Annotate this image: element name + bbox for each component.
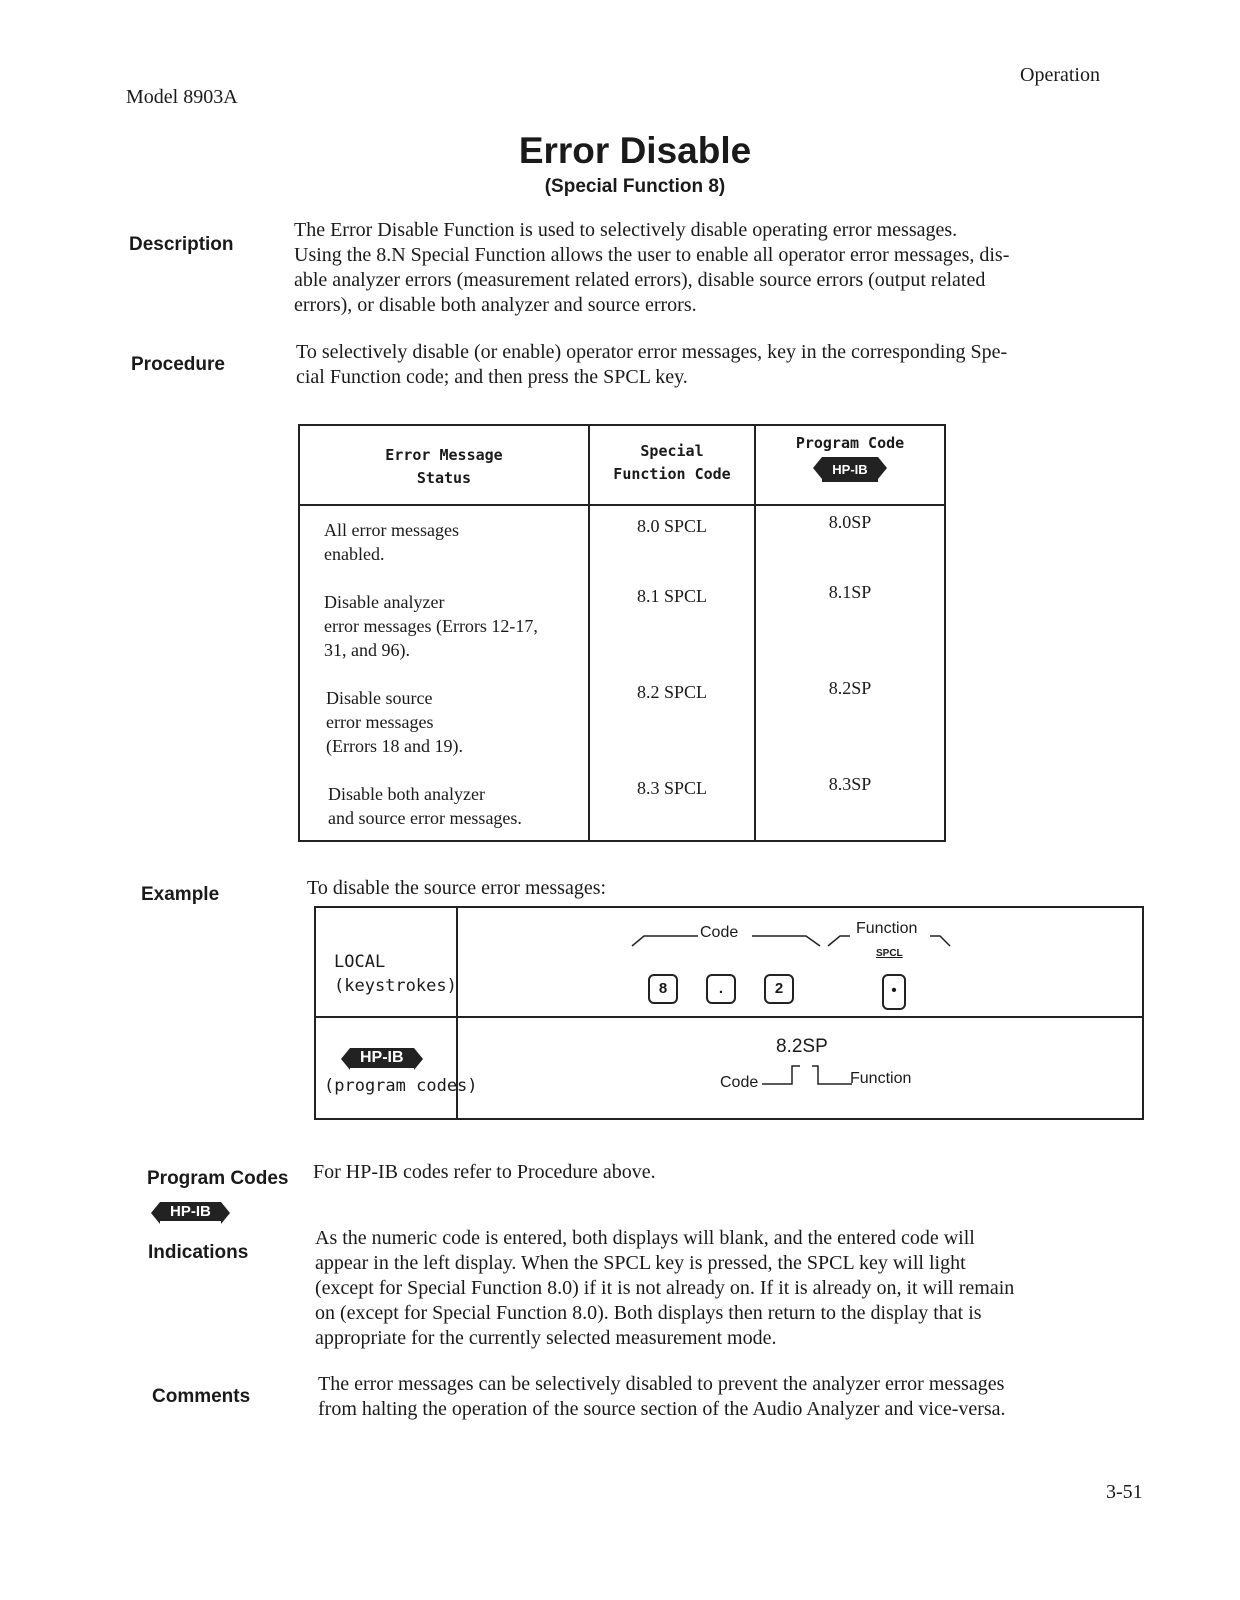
key-2-button: 2 bbox=[764, 974, 794, 1004]
program-codes-section-label: Program Codes bbox=[147, 1168, 289, 1189]
description-label: Description bbox=[129, 234, 234, 255]
header-error-message-status: Error Message Status bbox=[385, 446, 503, 487]
table-header-divider bbox=[300, 504, 944, 506]
description-text bbox=[294, 218, 1134, 318]
hp-ib-logo: HP-IB bbox=[160, 1202, 221, 1221]
function-label: Function bbox=[856, 920, 918, 937]
text-line: Using the 8.N Special Function allows the user to enable all operator error messages, dis- bbox=[294, 244, 1010, 266]
key-decimal-button: . bbox=[706, 974, 736, 1004]
indications-text bbox=[315, 1226, 1155, 1351]
key-8-button: 8 bbox=[648, 974, 678, 1004]
text-line: The error messages can be selectively disabled to prevent the analyzer error messages bbox=[318, 1373, 1005, 1395]
program-code-example: 8.2SP bbox=[776, 1036, 828, 1057]
table-row-program: 8.1SP bbox=[828, 582, 872, 602]
section-label: Operation bbox=[1020, 64, 1100, 86]
text-line: appropriate for the currently selected measurement mode. bbox=[315, 1327, 777, 1349]
page-subtitle: (Special Function 8) bbox=[544, 176, 726, 197]
page-number: 3-51 bbox=[1106, 1481, 1143, 1503]
hp-ib-logo: HP-IB bbox=[822, 457, 877, 482]
example-row-divider bbox=[316, 1016, 1142, 1018]
code-label: Code bbox=[700, 924, 739, 941]
text-line: As the numeric code is entered, both displays will blank, and the entered code will bbox=[315, 1227, 975, 1249]
header-special-function-code: Special Function Code bbox=[613, 442, 731, 483]
table-row-status: Disable source error messages (Errors 18 and 19). bbox=[326, 688, 463, 756]
procedure-label: Procedure bbox=[131, 354, 225, 375]
text-line: cial Function code; and then press the SPCL key. bbox=[296, 366, 688, 388]
table-row-program: 8.2SP bbox=[828, 678, 872, 698]
table-row-status: Disable analyzer error messages (Errors 12-17, 31, and 96). bbox=[324, 592, 538, 660]
text-line: errors), or disable both analyzer and source errors. bbox=[294, 294, 697, 316]
table-row-special: 8.2 SPCL bbox=[636, 682, 708, 702]
text-line: (except for Special Function 8.0) if it is not already on. If it is already on, it will remain bbox=[315, 1277, 1015, 1299]
hp-ib-logo: HP-IB bbox=[350, 1048, 414, 1068]
spcl-key-button: • bbox=[882, 974, 906, 1010]
model-label: Model 8903A bbox=[126, 86, 238, 108]
procedure-text bbox=[296, 340, 1136, 390]
page-title: Error Disable bbox=[518, 130, 752, 171]
indications-label: Indications bbox=[148, 1242, 249, 1263]
spcl-label: SPCL bbox=[876, 948, 903, 959]
program-codes-label: (program codes) bbox=[324, 1076, 478, 1096]
table-row-status: Disable both analyzer and source error messages. bbox=[328, 784, 522, 828]
text-line: able analyzer errors (measurement related errors), disable source errors (output related bbox=[294, 269, 986, 291]
special-function-table bbox=[298, 424, 946, 842]
table-row-status: All error messages enabled. bbox=[324, 520, 459, 564]
text-line: The Error Disable Function is used to selectively disable operating error messages. bbox=[294, 219, 958, 241]
example-box bbox=[314, 906, 1144, 1120]
table-row-special: 8.3 SPCL bbox=[636, 778, 708, 798]
text-line: on (except for Special Function 8.0). Both displays then return to the display that is bbox=[315, 1302, 982, 1324]
header-program-code: Program Code HP-IB bbox=[756, 432, 944, 482]
example-intro: To disable the source error messages: bbox=[307, 877, 607, 899]
comments-text bbox=[318, 1372, 1158, 1422]
code-arrow-label: Code bbox=[720, 1074, 759, 1091]
table-row-special: 8.1 SPCL bbox=[636, 586, 708, 606]
program-codes-text: For HP-IB codes refer to Procedure above. bbox=[313, 1161, 656, 1183]
program-codes-logo bbox=[160, 1202, 221, 1221]
comments-label: Comments bbox=[152, 1386, 251, 1407]
function-arrow-label: Function bbox=[850, 1070, 912, 1087]
text-line: from halting the operation of the source section of the Audio Analyzer and vice-versa. bbox=[318, 1398, 1006, 1420]
text-line: To selectively disable (or enable) operator error messages, key in the corresponding Spe- bbox=[296, 341, 1008, 363]
text-line: appear in the left display. When the SPCL key is pressed, the SPCL key will light bbox=[315, 1252, 966, 1274]
local-keystrokes-label: LOCAL (keystrokes) bbox=[334, 952, 457, 996]
table-row-special: 8.0 SPCL bbox=[636, 516, 708, 536]
table-row-program: 8.3SP bbox=[828, 774, 872, 794]
example-label: Example bbox=[141, 884, 220, 905]
hp-ib-row bbox=[350, 1048, 414, 1068]
table-row-program: 8.0SP bbox=[828, 512, 872, 532]
